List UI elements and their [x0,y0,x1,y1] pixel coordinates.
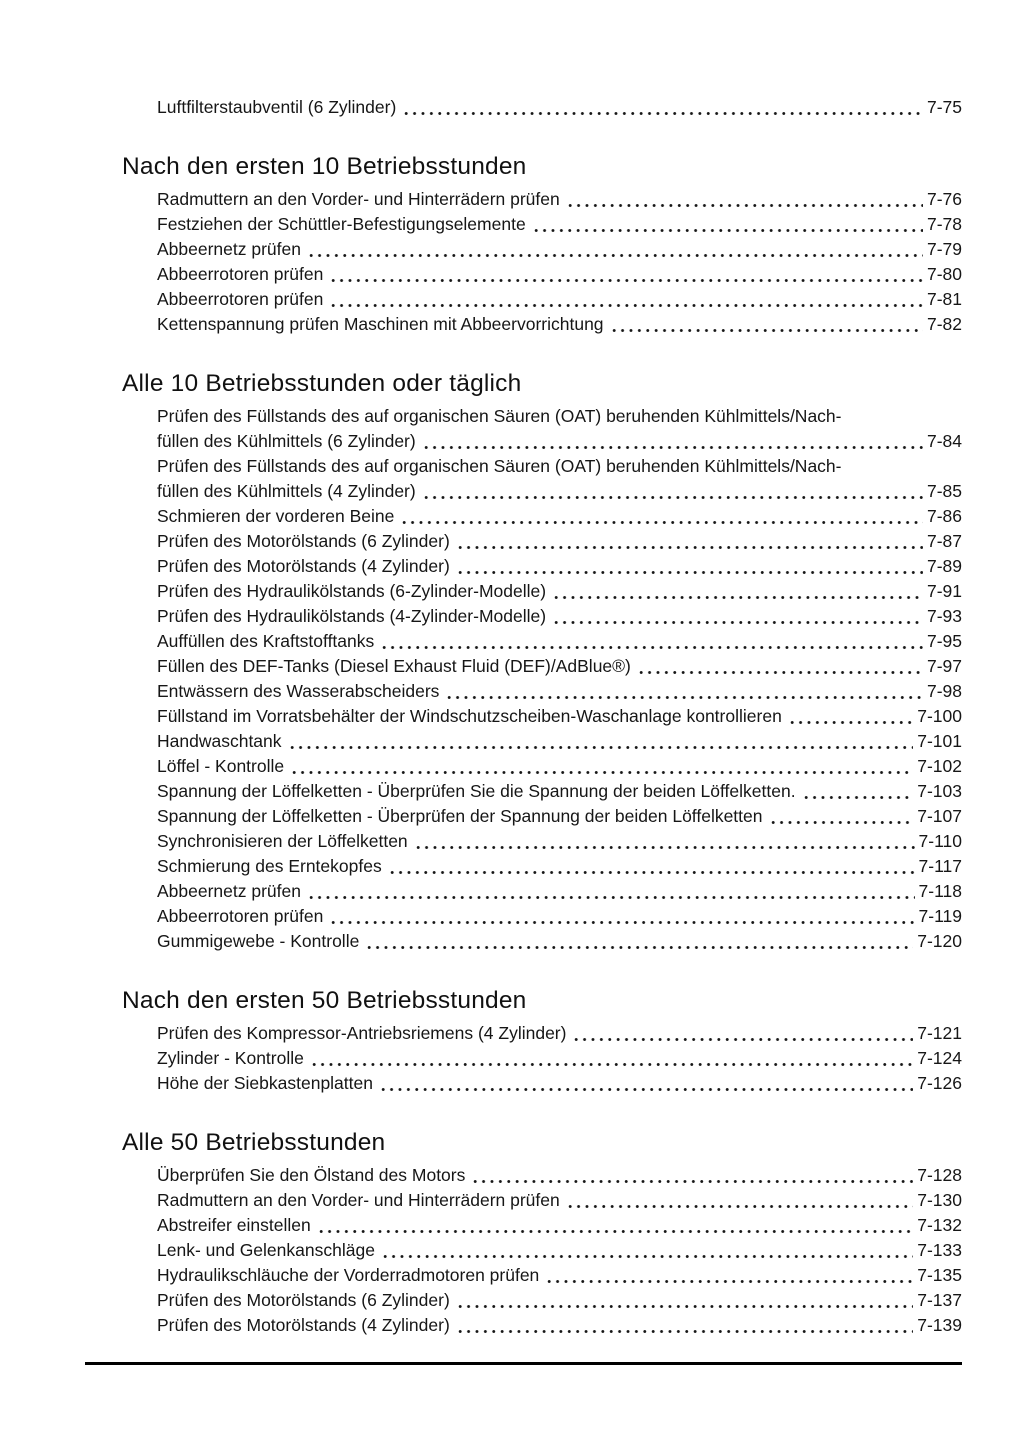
toc-entry-title: füllen des Kühlmittels (4 Zylinder) [157,481,416,501]
toc-entry-page: 7-84 [926,431,962,451]
toc-entry [157,804,962,829]
toc-leader-dots [532,229,923,232]
toc-entry-title: Radmuttern an den Vorder- und Hinterrädern prüfen [157,189,560,209]
toc-entry [157,604,962,629]
toc-leader-dots [310,1063,913,1066]
toc-leader-dots [290,771,913,774]
toc-entry-title: Prüfen des Hydraulikölstands (4-Zylinder-Modelle) [157,606,547,626]
toc-entry [157,679,962,704]
toc-entry-page: 7-130 [917,1190,962,1210]
toc-leader-dots [572,1038,913,1041]
toc-entry-page: 7-133 [917,1240,962,1260]
toc-leader-dots [329,304,923,307]
toc-leader-dots [610,329,923,332]
toc-entry [157,95,962,120]
toc-entry-page: 7-87 [926,531,962,551]
toc-leader-dots [381,1255,913,1258]
toc-entry-title: Abbeerrotoren prüfen [157,289,324,309]
toc-entry-page: 7-97 [926,656,962,676]
toc-entry [157,854,962,879]
toc-entry-title: Abbeerrotoren prüfen [157,906,324,926]
toc-entry [157,262,962,287]
toc-leader-dots [400,521,923,524]
toc-leader-dots [380,646,923,649]
toc-entry [157,212,962,237]
toc-entry [157,1188,962,1213]
toc-entry-page: 7-128 [917,1165,962,1185]
toc-entry [157,629,962,654]
toc-entry-title: Gummigewebe - Kontrolle [157,931,360,951]
toc-section [122,986,962,1096]
footer-rule [85,1362,962,1365]
toc-entry [157,504,962,529]
section-heading: Nach den ersten 50 Betriebsstunden [122,987,527,1014]
toc-entry-title: Prüfen des Motorölstands (4 Zylinder) [157,1315,450,1335]
toc-leader-dots [402,112,923,115]
toc-entry-page: 7-101 [917,731,962,751]
toc-entry [157,312,962,337]
toc-entry [157,1213,962,1238]
toc-leader-dots [566,204,923,207]
toc-entry-page: 7-86 [926,506,962,526]
toc-section [122,95,962,120]
toc-entry-title: Synchronisieren der Löffelketten [157,831,408,851]
toc-entry-page: 7-139 [917,1315,962,1335]
toc-entry-wrap-line: Prüfen des Füllstands des auf organischen Säuren (OAT) beruhenden Kühlmittels/Nach- [157,406,842,426]
toc-entry-wrap-line: Prüfen des Füllstands des auf organischen Säuren (OAT) beruhenden Kühlmittels/Nach- [157,456,842,476]
toc-entry [157,1238,962,1263]
toc-entry-title: Festziehen der Schüttler-Befestigungselemente [157,214,526,234]
toc-entry-page: 7-78 [926,214,962,234]
toc-entry-title: Abbeerrotoren prüfen [157,264,324,284]
toc-entry-title: Prüfen des Motorölstands (4 Zylinder) [157,556,450,576]
toc-entry [157,1021,962,1046]
toc-entry-title: Schmieren der vorderen Beine [157,506,395,526]
toc-leader-dots [552,596,923,599]
toc-entry-page: 7-85 [926,481,962,501]
toc-entry-page: 7-75 [926,97,962,117]
toc-leader-dots [471,1180,913,1183]
toc-entry-page: 7-98 [926,681,962,701]
toc-entry [157,529,962,554]
toc-entry-title: Lenk- und Gelenkanschläge [157,1240,375,1260]
toc-leader-dots [456,546,923,549]
toc-entry-page: 7-81 [926,289,962,309]
toc-entry-page: 7-119 [918,906,962,926]
toc-entry-title: füllen des Kühlmittels (6 Zylinder) [157,431,416,451]
toc-entry-title: Abbeernetz prüfen [157,881,301,901]
toc-entry [157,1288,962,1313]
toc-section [122,1128,962,1338]
toc-leader-dots [329,279,923,282]
toc-page-content [122,95,962,1338]
toc-entry-page: 7-118 [918,881,962,901]
toc-entry-title: Überprüfen Sie den Ölstand des Motors [157,1165,466,1185]
toc-leader-dots [456,1305,913,1308]
toc-entry-title: Prüfen des Motorölstands (6 Zylinder) [157,1290,450,1310]
toc-entry [157,879,962,904]
toc-leader-dots [365,946,913,949]
toc-entry [157,554,962,579]
toc-entry-page: 7-102 [917,756,962,776]
toc-entry-page: 7-79 [926,239,962,259]
toc-entry-page: 7-124 [917,1048,962,1068]
toc-entry-title: Prüfen des Kompressor-Antriebsriemens (4 Zylinder) [157,1023,567,1043]
toc-entry-page: 7-121 [917,1023,962,1043]
toc-entry-page: 7-137 [917,1290,962,1310]
toc-entry [157,1313,962,1338]
toc-entry [157,1071,962,1096]
toc-entry-page: 7-132 [917,1215,962,1235]
toc-entry [157,754,962,779]
toc-leader-dots [637,671,923,674]
toc-entry-page: 7-91 [926,581,962,601]
toc-entry-page: 7-103 [917,781,962,801]
toc-entry-title: Abstreifer einstellen [157,1215,311,1235]
toc-leader-dots [307,254,923,257]
toc-entry [157,579,962,604]
toc-entry-page: 7-110 [918,831,962,851]
toc-entry-title: Schmierung des Erntekopfes [157,856,382,876]
toc-entry [157,187,962,212]
toc-entry-page: 7-135 [917,1265,962,1285]
toc-entry-title: Kettenspannung prüfen Maschinen mit Abbeervorrichtung [157,314,604,334]
toc-entry-page: 7-95 [926,631,962,651]
toc-entry-title: Zylinder - Kontrolle [157,1048,304,1068]
toc-leader-dots [802,796,914,799]
toc-leader-dots [566,1205,913,1208]
toc-entry-title: Abbeernetz prüfen [157,239,301,259]
toc-leader-dots [422,446,923,449]
toc-leader-dots [422,496,923,499]
toc-entry-page: 7-82 [926,314,962,334]
toc-entry [157,654,962,679]
toc-entry-title: Löffel - Kontrolle [157,756,285,776]
toc-leader-dots [445,696,923,699]
toc-entry [157,904,962,929]
toc-leader-dots [388,871,915,874]
toc-entry-page: 7-100 [917,706,962,726]
toc-entry-title: Spannung der Löffelketten - Überprüfen der Spannung der beiden Löffelketten [157,806,763,826]
toc-entry [157,704,962,729]
toc-leader-dots [317,1230,914,1233]
toc-entry-page: 7-93 [926,606,962,626]
toc-entry-title: Prüfen des Motorölstands (6 Zylinder) [157,531,450,551]
toc-section [122,369,962,954]
toc-entry [157,1163,962,1188]
toc-entry [157,237,962,262]
toc-entry-title: Prüfen des Hydraulikölstands (6-Zylinder-Modelle) [157,581,547,601]
section-heading: Nach den ersten 10 Betriebsstunden [122,153,527,180]
toc-entry-title: Füllstand im Vorratsbehälter der Windschutzscheiben-Waschanlage kontrollieren [157,706,782,726]
toc-entry-title: Auffüllen des Kraftstofftanks [157,631,375,651]
toc-entry [157,929,962,954]
toc-section [122,152,962,337]
toc-entry-title: Entwässern des Wasserabscheiders [157,681,440,701]
toc-entry-page: 7-80 [926,264,962,284]
toc-entry [157,429,962,454]
toc-entry [157,829,962,854]
toc-leader-dots [456,1330,913,1333]
toc-entry-title: Radmuttern an den Vorder- und Hinterrädern prüfen [157,1190,560,1210]
toc-leader-dots [288,746,914,749]
toc-entry-page: 7-89 [926,556,962,576]
toc-leader-dots [329,921,914,924]
toc-entry [157,1046,962,1071]
toc-entry-title: Spannung der Löffelketten - Überprüfen Sie die Spannung der beiden Löffelketten. [157,781,796,801]
toc-entry-title: Füllen des DEF-Tanks (Diesel Exhaust Fluid (DEF)/AdBlue®) [157,656,631,676]
toc-entry-title: Hydraulikschläuche der Vorderradmotoren prüfen [157,1265,540,1285]
toc-entry-title: Luftfilterstaubventil (6 Zylinder) [157,97,397,117]
toc-entry-title: Höhe der Siebkastenplatten [157,1073,373,1093]
toc-leader-dots [769,821,914,824]
toc-entry-page: 7-117 [918,856,962,876]
toc-entry [157,287,962,312]
toc-leader-dots [307,896,915,899]
toc-entry-page: 7-107 [917,806,962,826]
toc-entry [157,779,962,804]
toc-entry [157,1263,962,1288]
toc-leader-dots [788,721,913,724]
section-heading: Alle 10 Betriebsstunden oder täglich [122,370,522,397]
toc-leader-dots [552,621,923,624]
toc-entry-page: 7-76 [926,189,962,209]
toc-entry [157,729,962,754]
toc-entry-page: 7-126 [917,1073,962,1093]
toc-leader-dots [456,571,923,574]
toc-entry-page: 7-120 [917,931,962,951]
toc-leader-dots [379,1088,913,1091]
toc-leader-dots [414,846,915,849]
toc-leader-dots [545,1280,913,1283]
toc-entry-title: Handwaschtank [157,731,282,751]
toc-entry [157,479,962,504]
section-heading: Alle 50 Betriebsstunden [122,1129,386,1156]
